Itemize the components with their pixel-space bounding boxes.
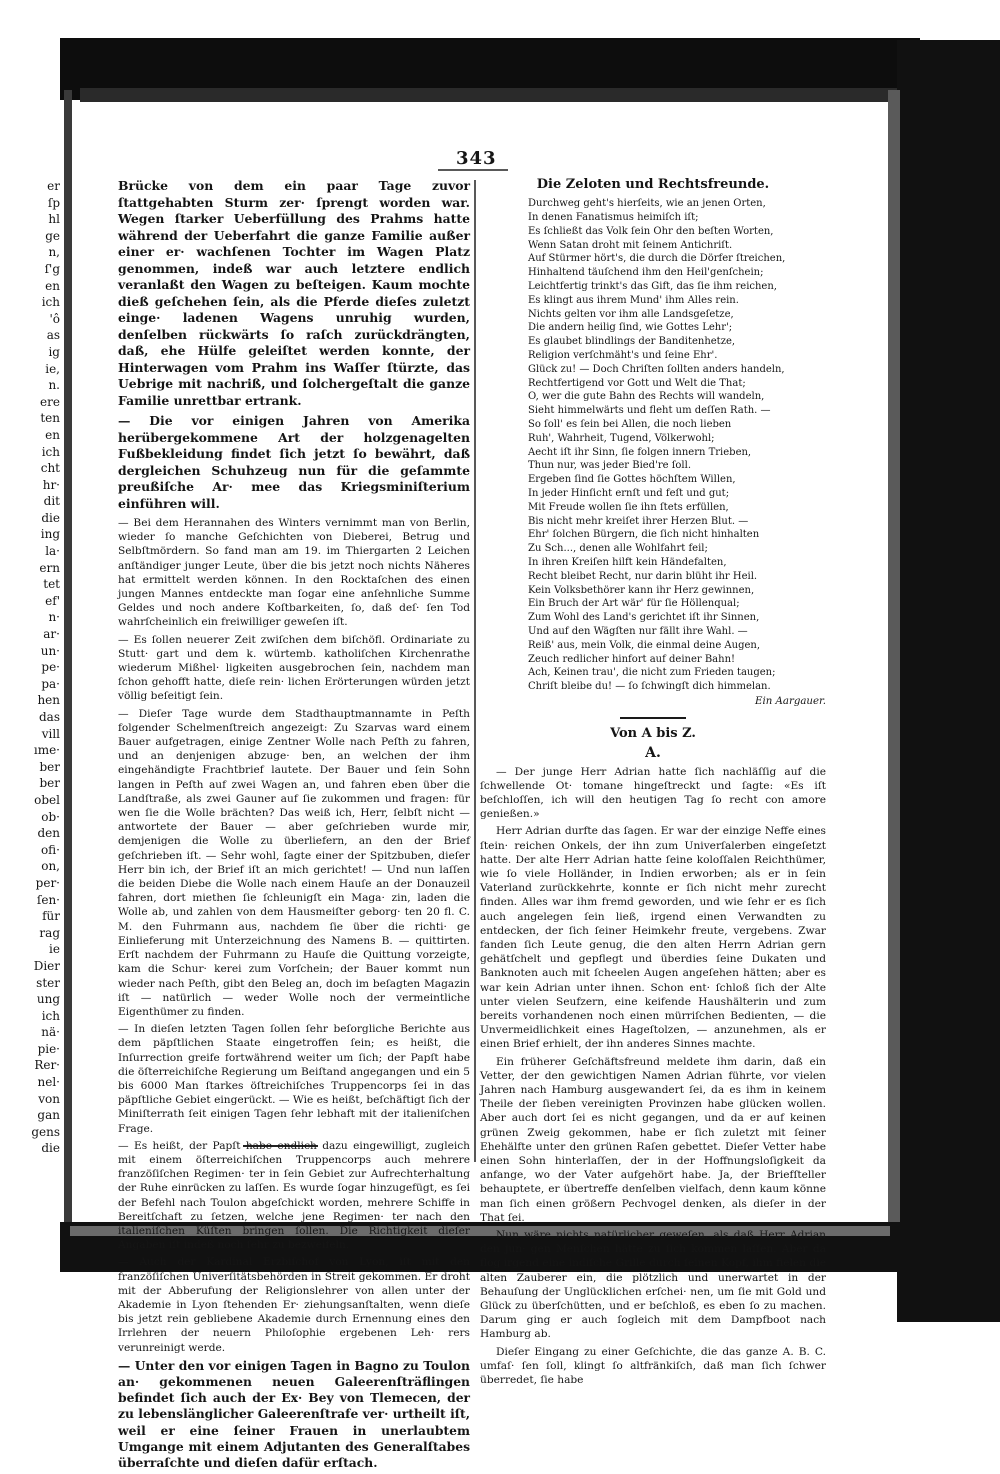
right-inner-edge (888, 90, 900, 1250)
margin-fragment: ob· (41, 809, 60, 824)
poem-line: Bis nicht mehr kreiſet ihrer Herzen Blut. — (528, 515, 749, 527)
margin-fragment: gan (37, 1108, 60, 1123)
margin-fragment: n. (48, 378, 60, 393)
news-paragraph: — Dieſer Tage wurde dem Stadthauptmannamte in Peſth folgender Schelmenſtreich angezeigt: Zu Szarvas ward einem Bauer aufgetragen, einige Zentner Wolle nach Peſth zu fahren, und an denjenigen abzuge· ben, an welchen der ihm eingehändigte Frachtbrief lautete. Der Bauer und ſein Sohn langen in Peſth auf zwei Wagen an, und fahren eben über die Landſtraße, als zwei Gauner auf ſie zukommen und fragen: für wen ſie die Wolle brächten? Das weiß ich, Herr, ſelbſt nicht — antwortete der Bauer — aber geſchrieben wurde mir, demjenigen die Wolle zu überliefern, an den der Brief geſchrieben iſt. — Sehr wohl, ſagte einer der Spitzbuben, dieſer Herr bin ich, der Brief iſt an mich gerichtet! — Und nun laſſen die beiden Diebe die Wolle nach einem Hauſe an der Donauzeil fahren, dort miethen ſie ſchleunigſt ein Maga· zin, laden die Wolle ab, und zahlen von dem Hausmeiſter geborg· ten 20 fl. C. M. den Fuhrmann aus, nachdem ſie über die richti· ge Einlieferung mit Unterzeichnung des Namens B. — quittirten. Erſt nachdem der Fuhrmann zu Hauſe die Quittung vorzeigte, kam die Schur· kerei zum Vorſchein; der Bauer kommt nun wieder nach Peſth, gibt den Beleg an, doch im beſagten Magazin iſt — natürlich — weder Wolle noch der vermeintliche Eigenthümer zu finden. (118, 707, 470, 1018)
margin-fragment: ſ'g (44, 261, 60, 276)
margin-fragment: die (41, 510, 60, 525)
margin-fragment: rag (39, 925, 60, 940)
margin-fragment: er (47, 179, 60, 193)
margin-fragment: dit (43, 494, 60, 509)
poem-line: In ihren Kreiſen hilft kein Händefalten, (528, 556, 727, 568)
margin-fragment: ung (36, 992, 60, 1007)
poem-line: Ruh', Wahrheit, Tugend, Völkerwohl; (528, 432, 715, 444)
poem-line: Es klingt aus ihrem Mund' ihm Alles rein. (528, 294, 739, 306)
margin-fragment: n· (48, 610, 60, 625)
poem-line: Zum Wohl des Land's gerichtet iſt ihr Sinnen, (528, 612, 760, 624)
margin-fragment: ar· (43, 627, 60, 642)
margin-fragment: en (45, 427, 60, 442)
margin-fragment: hr· (42, 477, 60, 492)
poem-line: Sieht himmelwärts und fleht um deſſen Rath. — (528, 405, 771, 417)
margin-fragment: as (46, 328, 60, 343)
margin-fragment: la· (45, 544, 60, 559)
margin-fragment: nel· (37, 1075, 60, 1090)
margin-fragment: gens (31, 1124, 60, 1139)
right-column (480, 178, 826, 1390)
margin-fragment: ofi· (40, 842, 60, 857)
margin-fragment: ſp (47, 195, 60, 210)
story-paragraph: Herr Adrian durfte das ſagen. Er war der einzige Neffe eines ſtein· reichen Onkels, der ihn zum Univerſalerben eingeſetzt hatte. Der alte Herr Adrian hatte ſeine koloſſalen Reichthümer, wie ſo viele Holländer, in Indien erworben; als er in ſein Vaterland zurückkehrte, konnte er ſich nicht mehr zurecht finden. Alles war ihm fremd geworden, und wie ſehr er es ſich auch angelegen ſein ließ, irgend einen Verwandten zu entdecken, der ſich ſeiner Heimkehr freute, vergebens. Zwar fanden ſich Leute genug, die den alten Herrn Adrian gern gehätſchelt und gepflegt und überdies ſeine Dukaten und Banknoten auch mit ſcheelen Augen angeſehen hätten; aber es war kein Adrian unter ihnen. Schon ent· ſchloß ſich der Alte unter vielen Seufzern, eine keifende Haushälterin und zum bereits vorhandenen noch einen mürriſchen Bedienten, — die Unvermeidlichkeit eines Hageſtolzen, — anzunehmen, als er einen Brief erhielt, der ihn anderes Sinnes machte. (480, 825, 826, 1051)
poem-line: Und auf den Wägſten nur fällt ihre Wahl. — (528, 625, 748, 637)
margin-fragment: un· (40, 643, 60, 658)
poem-line: Durchweg geht's hierſeits, wie an jenen Orten, (528, 198, 766, 210)
poem-line: In denen Fanatismus heimiſch iſt; (528, 212, 699, 223)
margin-fragment: von (38, 1091, 60, 1106)
margin-fragment: ge (45, 228, 60, 243)
poem-line: Thun nur, was jeder Bied're ſoll. (528, 460, 692, 472)
poem-line: Ein Bruch der Art wär' für ſie Höllenqual; (528, 598, 740, 610)
top-scan-band-light (80, 88, 910, 102)
poem-line: Rechtfertigend vor Gott und Welt die That; (528, 377, 746, 389)
margin-fragment: cht (40, 461, 60, 476)
margin-fragment: ie (49, 942, 60, 957)
margin-fragment: pe· (41, 660, 60, 675)
poem-line: Zeuch redlicher hinfort auf deiner Bahn! (528, 653, 736, 665)
poem-line: Religion verſchmäht's und ſeine Ehr'. (528, 349, 718, 361)
news-paragraph: — Die vor einigen Jahren von Amerika herübergekommene Art der holzgenagelten Fußbekleidung findet ſich jetzt ſo bewährt, daß dergleichen Schuhzeug nun für die geſammte preußiſche Ar· mee das Kriegsminiſterium einführen will. (118, 413, 470, 511)
margin-fragment: 'ô (49, 311, 60, 326)
news-paragraph: — Auch der Kardinal Erzbiſchof von Lyon, iſt mit den franzöſiſchen Univerſitätsbehörden in Streit gekommen. Er droht mit der Abberufung der Religionslehrer von allen unter der Akademie in Lyon ſtehenden Er· ziehungsanſtalten, wenn dieſe bis jetzt rein gebliebene Akademie durch Ernennung eines den Irrlehren der neuern Philoſophie ergebenen Leh· rers verunreinigt werde. (118, 1256, 470, 1354)
margin-fragment: pie· (37, 1041, 60, 1056)
margin-fragment: ig (48, 344, 60, 359)
margin-fragment: ern (39, 560, 60, 575)
left-page-gutter (64, 90, 72, 1250)
margin-fragment: hl (48, 212, 60, 227)
margin-fragment: hen (37, 693, 60, 708)
margin-fragment: für (42, 909, 60, 924)
margin-fragment: n, (48, 245, 60, 260)
margin-fragment: vill (41, 726, 60, 741)
margin-fragment: nä· (41, 1025, 60, 1040)
margin-fragment: ing (40, 527, 60, 542)
poem-signature: Ein Aargauer. (755, 695, 826, 707)
poem-line: Es ſchließt das Volk ſein Ohr den beſten Worten, (528, 225, 774, 237)
poem-line: Es glaubet blindlings der Banditenhetze, (528, 336, 736, 348)
news-paragraph: — Es heißt, der Papſt habe endlich dazu eingewilligt, zugleich mit einem öſterreichiſchen Truppencorps auch mehrere franzöſiſchen Regimen· ter in ſein Gebiet zur Aufrechterhaltung der Ruhe einrücken zu laſſen. Es wurde ſogar hinzugefügt, es ſei der Befehl nach Toulon abgeſchickt worden, mehrere Schiffe in Bereitſchaft zu ſetzen, welche jene Regimen· ter nach den italieniſchen Küſten bringen ſollen. Die Richtigkeit dieſer Angaben iſt indeß noch ſehr zu bezweifeln. (118, 1139, 470, 1252)
margin-fragment: ich (41, 1008, 60, 1023)
poem-title: Die Zeloten und Rechtsfreunde. (536, 177, 770, 192)
poem-line: Aecht iſt ihr Sinn, ſie folgen innern Trieben, (528, 446, 752, 458)
margin-fragment: en (45, 278, 60, 293)
margin-fragment: ef' (45, 593, 60, 608)
poem-line: Glück zu! — Doch Chriſten ſollten anders handeln, (528, 363, 785, 375)
poem-line: Chriſt bleibe du! — ſo ſchwingſt dich himmelan. (528, 681, 771, 693)
news-paragraph: — Bei dem Herannahen des Winters vernimmt man von Berlin, wieder ſo manche Geſchichten von Dieberei, Betrug und Selbſtmördern. So fand man am 19. im Thiergarten 2 Leichen anſtändiger junger Leute, über die bis jetzt noch nichts Näheres hat ermittelt werden können. In den Rocktaſchen des einen jungen Mannes entdeckte man ſogar eine anſehnliche Summe Geldes und noch andere Koſtbarkeiten, ſo, daß deſ· ſen Tod wahrſcheinlich ein freiwilliger geweſen iſt. (118, 517, 470, 629)
story-paragraph: Ein früherer Geſchäftsfreund meldete ihm darin, daß ein Vetter, der den gewichtigen Namen Adrian führte, vor vielen Jahren nach Hamburg ausgewandert ſei, da es ihm in keinem Theile der ſieben vereinigten Provinzen habe glücken wollen. Aber auch dort ſei es nicht gegangen, und da er auf keinen grünen Zweig gekommen, habe er ſich zuletzt mit ſeiner Ehehälfte unter den grünen Raſen gebettet. Dieſer Vetter habe einen Sohn hinterlaſſen, der in der Hoffnungsloſigkeit da anfange, wo der Vater aufgehört habe. Ja, der Briefſteller behauptete, er übertreffe denſelben vielfach, denn kaum könne man ſich einen größern Pechvogel denken, als dieſer in der That ſei. (480, 1055, 826, 1224)
margin-fragment: das (39, 710, 60, 724)
poem-line: In jeder Hinſicht ernſt und feſt und gut; (528, 487, 730, 499)
poem-body (480, 197, 826, 694)
poem-line: O, wer die gute Bahn des Rechts will wandeln, (528, 391, 765, 403)
poem-line: Nichts gelten vor ihm alle Landsgeſetze, (528, 308, 734, 320)
margin-fragment: die (41, 1141, 60, 1156)
poem-line: Zu Sch..., denen alle Wohlfahrt feil; (528, 543, 708, 555)
poem-line: So ſoll' es ſein bei Allen, die noch lieben (528, 418, 732, 430)
margin-fragment: ich (41, 295, 60, 310)
margin-fragment: ie, (45, 361, 60, 376)
margin-fragment: Dier (33, 958, 60, 973)
news-paragraph: — Es ſollen neuerer Zeit zwiſchen dem biſchöfl. Ordinariate zu Stutt· gart und dem k. würtemb. katholiſchen Kirchenrathe wiederum Mißhel· ligkeiten ausgebrochen ſein, nachdem man ſchon gehofft hatte, dieſe rein· lichen Erörterungen würden jetzt völlig beſeitigt ſein. (118, 633, 470, 703)
margin-fragment: on, (41, 859, 60, 874)
poem-line: Ach, Keinen trau', die nicht zum Frieden taugen; (528, 667, 776, 679)
margin-fragment: ich (41, 444, 60, 459)
story-chapter-letter: A. (645, 745, 661, 762)
margin-fragment: den (37, 826, 60, 841)
margin-fragment: per· (35, 875, 60, 890)
margin-fragment: tet (43, 577, 60, 592)
poem-line: Mit Freude wollen ſie ihn ſtets erfüllen, (528, 501, 729, 513)
story-paragraph: — Der junge Herr Adrian hatte ſich nachläſſig auf die ſchwellende Ot· tomane hingeſtreckt und ſagte: «Es iſt beſchloſſen, ich will den heutigen Tag ſo recht con amore genießen.» (480, 765, 826, 821)
poem-line: Reiß' aus, mein Volk, die einmal deine Augen, (528, 639, 761, 651)
poem-line: Ehr' ſolchen Bürgern, die ſich nicht hinhalten (528, 529, 760, 541)
poem-line: Leichtfertig trinkt's das Gift, das ſie ihm reichen, (528, 280, 777, 292)
poem-line: Auf Stürmer hört's, die durch die Dörfer ſtreichen, (528, 253, 786, 265)
section-rule (620, 717, 686, 719)
news-paragraph: Brücke von dem ein paar Tage zuvor ſtattgehabten Sturm zer· ſprengt worden war. Wegen ſtarker Ueberfüllung des Prahms hatte während der Ueberfahrt die ganze Familie außer einer er· wachſenen Tochter im Wagen Platz genommen, indeß war auch letztere endlich veranlaßt den Wagen zu beſteigen. Kaum mochte dieß geſchehen ſein, als die Pferde dieſes zuletzt einge· ladenen Wagens unruhig wurden, denſelben rückwärts ſo raſch zurückdrängten, daß, ehe Hülfe geleiſtet werden konnte, der Hinterwagen vom Prahm ins Waſſer ſtürzte, das Uebrige mit nachriß, und ſolchergeſtalt die ganze Familie unrettbar ertrank. (118, 178, 470, 408)
story-title: Von A bis Z. (610, 726, 696, 742)
story-paragraph: Nun wäre nichts natürlicher geweſen, als daß Herr Adrian den jun· gen Menſchen hätte zu ſich kommen laſſen. Aber da flog irgend eine indiſche Grille durch ſeinen Kopf, ihm fielen die alten Zauberer ein, die plötzlich und unerwartet in der Behauſung der Unglücklichen erſchei· nen, um ſie mit Gold und Glück zu überſchütten, und er beſchloß, es eben ſo zu machen. Darum ging er auch ſogleich mit dem Dampfboot nach Hamburg ab. (480, 1229, 826, 1341)
poem-line: Recht bleibet Recht, nur darin blüht ihr Heil. (528, 570, 758, 582)
margin-fragment: ere (40, 394, 60, 409)
margin-fragment: pa· (41, 676, 60, 691)
story-body (480, 765, 826, 1388)
news-paragraph: — Unter den vor einigen Tagen in Bagno zu Toulon an· gekommenen neuen Galeerenſträflingen befindet ſich auch der Ex· Bey von Tlemecen, der zu lebenslänglicher Galeerenſtrafe ver· urtheilt iſt, weil er eine ſeiner Frauen in unerlaubtem Umgange mit einem Adjutanten des Generalſtabes überraſchte und dieſen dafür erſtach. (118, 1357, 470, 1470)
margin-fragment: ber (39, 759, 60, 774)
poem-line: Hinhaltend täuſchend ihm den Heil'genſchein; (528, 267, 764, 279)
poem-line: Wenn Satan droht mit ſeinem Antichriſt. (528, 239, 733, 251)
margin-fragment: Rer· (34, 1058, 60, 1073)
margin-fragment: ster (36, 975, 60, 990)
right-dark-edge (897, 40, 1000, 1322)
poem-line: Ergeben ſind ſie Gottes höchſtem Willen, (528, 474, 736, 486)
margin-fragment: ſen· (36, 892, 60, 907)
left-column (118, 178, 470, 1474)
poem-line: Die andern heilig ſind, wie Gottes Lehr'; (528, 322, 733, 334)
news-paragraph: — In dieſen letzten Tagen ſollen ſehr beſorgliche Berichte aus dem päpſtlichen Staate eingetroffen ſein; es heißt, die Inſurrection greife fortwährend weiter um ſich; der Papſt habe die öſterreichiſche Regierung um Beiſtand angegangen und ein 5 bis 6000 Man ſtarkes öſtreichiſches Truppencorps ſei in das päpſtliche Gebiet eingerückt. — Wie es heißt, beſchäftigt ſich der Miniſterrath ſeit einigen Tagen ſehr lebhaft mit der italieniſchen Frage. (118, 1023, 470, 1135)
left-page-margin-fragments (0, 178, 64, 1157)
margin-fragment: ber (39, 776, 60, 791)
margin-fragment: ten (40, 411, 60, 426)
margin-fragment: ıme· (33, 743, 60, 758)
margin-fragment: obel (34, 792, 60, 807)
story-paragraph: Dieſer Eingang zu einer Geſchichte, die das ganze A. B. C. umfaſ· ſen ſoll, klingt ſo altfränkiſch, daß man ſich ſchwer überredet, ſie habe (480, 1345, 826, 1387)
page-number: 343 (456, 148, 497, 169)
poem-line: Kein Volksbethörer kann ihr Herz gewinnen, (528, 584, 755, 596)
